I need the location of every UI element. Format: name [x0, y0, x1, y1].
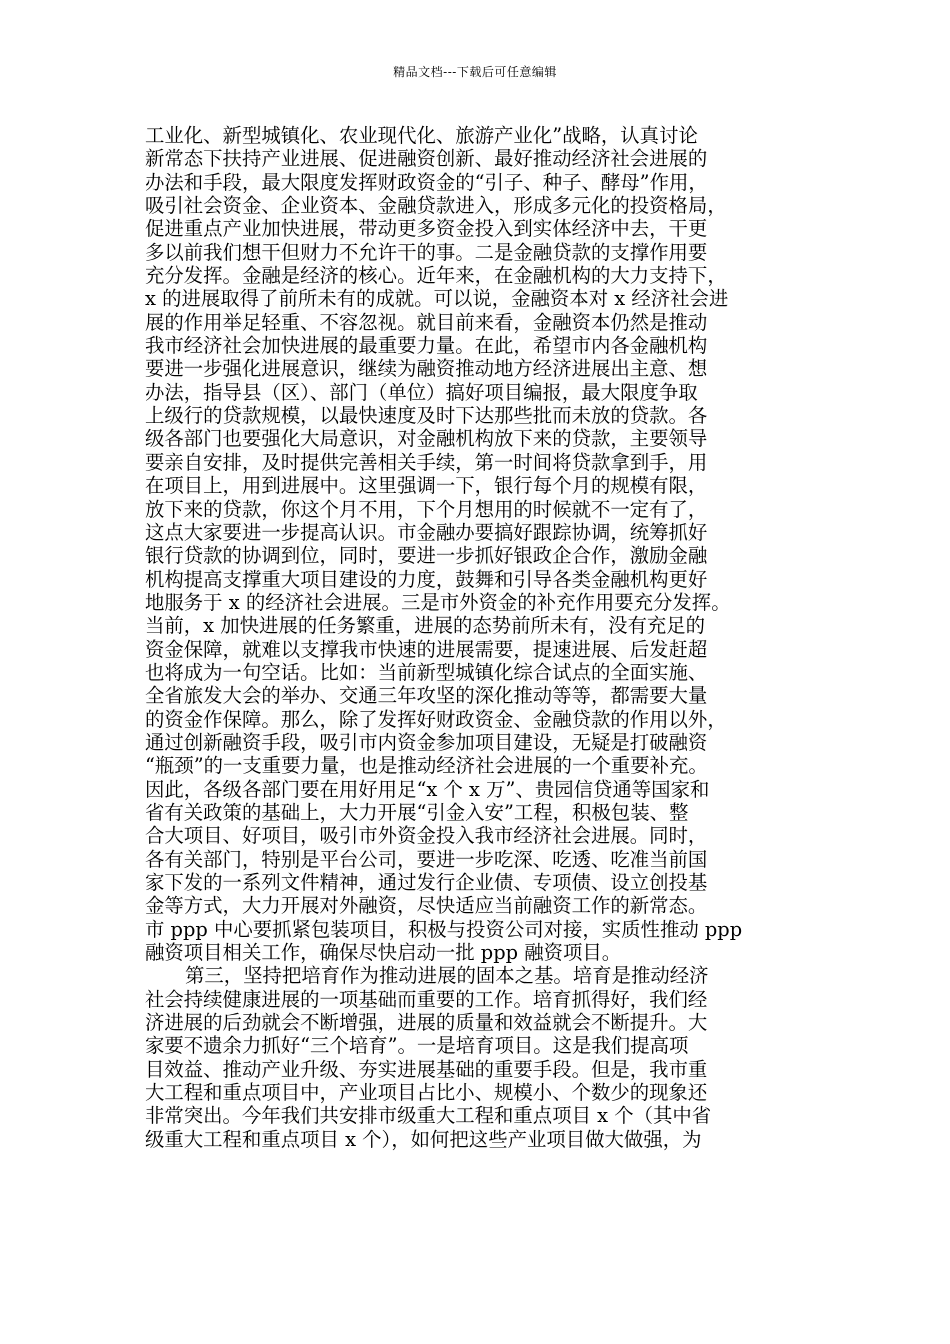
text-line: 上级行的贷款规模，以最快速度及时下达那些批而未放的贷款。各 — [145, 404, 708, 428]
text-line: 融资项目相关工作，确保尽快启动一批 ppp 融资项目。 — [145, 941, 622, 965]
text-line: 在项目上，用到进展中。这里强调一下，银行每个月的规模有限， — [145, 474, 708, 498]
text-line: 济进展的后劲就会不断增强，进展的质量和效益就会不断提升。大 — [145, 1011, 708, 1035]
text-line: 各有关部门，特别是平台公司，要进一步吃深、吃透、吃准当前国 — [145, 847, 708, 871]
text-line: 充分发挥。金融是经济的核心。近年来，在金融机构的大力支持下， — [145, 264, 727, 288]
text-line: 我市经济社会加快进展的最重要力量。在此，希望市内各金融机构 — [145, 334, 708, 358]
text-line: 资金保障，就难以支撑我市快速的进展需要，提速进展、后发赶超 — [145, 637, 708, 661]
text-line: 市 ppp 中心要抓紧包装项目，积极与投资公司对接，实质性推动 ppp — [145, 917, 743, 941]
text-line: 办法，指导县（区）、部门（单位）搞好项目编报，最大限度争取 — [145, 380, 698, 404]
text-line: 也将成为一句空话。比如：当前新型城镇化综合试点的全面实施、 — [145, 660, 708, 684]
text-line: x 的进展取得了前所未有的成就。可以说，金融资本对 x 经济社会进 — [145, 287, 729, 311]
text-line: 银行贷款的协调到位，同时，要进一步抓好银政企合作，激励金融 — [145, 544, 708, 568]
text-line: 展的作用举足轻重、不容忽视。就目前来看，金融资本仍然是推动 — [145, 310, 708, 334]
text-line: 家要不遗余力抓好“三个培育”。一是培育项目。这是我们提高项 — [145, 1034, 689, 1058]
text-line: 因此，各级各部门要在用好用足“x 个 x 万”、贵园信贷通等国家和 — [145, 777, 710, 801]
text-line: 要进一步强化进展意识，继续为融资推动地方经济进展出主意、想 — [145, 357, 708, 381]
text-line: 社会持续健康进展的一项基础而重要的工作。培育抓得好，我们经 — [145, 987, 708, 1011]
text-line: 第三，坚持把培育作为推动进展的固本之基。培育是推动经济 — [185, 964, 709, 988]
text-line: 要亲自安排，及时提供完善相关手续，第一时间将贷款拿到手，用 — [145, 450, 708, 474]
text-line: 机构提高支撑重大项目建设的力度，鼓舞和引导各类金融机构更好 — [145, 567, 708, 591]
text-line: 全省旅发大会的举办、交通三年攻坚的深化推动等等，都需要大量 — [145, 684, 708, 708]
text-line: 多以前我们想干但财力不允许干的事。二是金融贷款的支撑作用要 — [145, 240, 708, 264]
text-line: 新常态下扶持产业进展、促进融资创新、最好推动经济社会进展的 — [145, 147, 708, 171]
text-line: 工业化、新型城镇化、农业现代化、旅游产业化”战略，认真讨论 — [145, 124, 698, 147]
text-line: 金等方式，大力开展对外融资，尽快适应当前融资工作的新常态。 — [145, 894, 708, 918]
page-header: 精品文档---下载后可任意编辑 — [393, 65, 557, 79]
document-body — [145, 124, 805, 1151]
text-line: 大工程和重点项目中，产业项目占比小、规模小、个数少的现象还 — [145, 1081, 708, 1105]
text-line: 合大项目、好项目，吸引市外资金投入我市经济社会进展。同时， — [145, 824, 708, 848]
text-line: “瓶颈”的一支重要力量，也是推动经济社会进展的一个重要补充。 — [145, 754, 708, 778]
text-line: 非常突出。今年我们共安排市级重大工程和重点项目 x 个（其中省 — [145, 1104, 712, 1128]
text-line: 放下来的贷款，你这个月不用，下个月想用的时候就不一定有了， — [145, 497, 708, 521]
text-line: 级各部门也要强化大局意识，对金融机构放下来的贷款，主要领导 — [145, 427, 708, 451]
text-line: 这点大家要进一步提高认识。市金融办要搞好跟踪协调，统筹抓好 — [145, 520, 708, 544]
text-line: 目效益、推动产业升级、夯实进展基础的重要手段。但是，我市重 — [145, 1057, 708, 1081]
text-line: 地服务于 x 的经济社会进展。三是市外资金的补充作用要充分发挥。 — [145, 590, 731, 614]
text-line: 省有关政策的基础上，大力开展“引金入安”工程，积极包装、整 — [145, 800, 689, 824]
text-line: 办法和手段，最大限度发挥财政资金的“引子、种子、酵母”作用， — [145, 170, 708, 194]
text-line: 的资金作保障。那么，除了发挥好财政资金、金融贷款的作用以外， — [145, 707, 727, 731]
text-line: 级重大工程和重点项目 x 个），如何把这些产业项目做大做强，为 — [145, 1127, 702, 1151]
text-line: 当前，x 加快进展的任务繁重，进展的态势前所未有，没有充足的 — [145, 614, 706, 638]
text-line: 家下发的一系列文件精神，通过发行企业债、专项债、设立创投基 — [145, 871, 708, 894]
text-line: 吸引社会资金、企业资本、金融贷款进入，形成多元化的投资格局， — [145, 194, 727, 218]
text-line: 促进重点产业加快进展，带动更多资金投入到实体经济中去，干更 — [145, 217, 708, 241]
text-line: 通过创新融资手段，吸引市内资金参加项目建设，无疑是打破融资 — [145, 730, 708, 754]
